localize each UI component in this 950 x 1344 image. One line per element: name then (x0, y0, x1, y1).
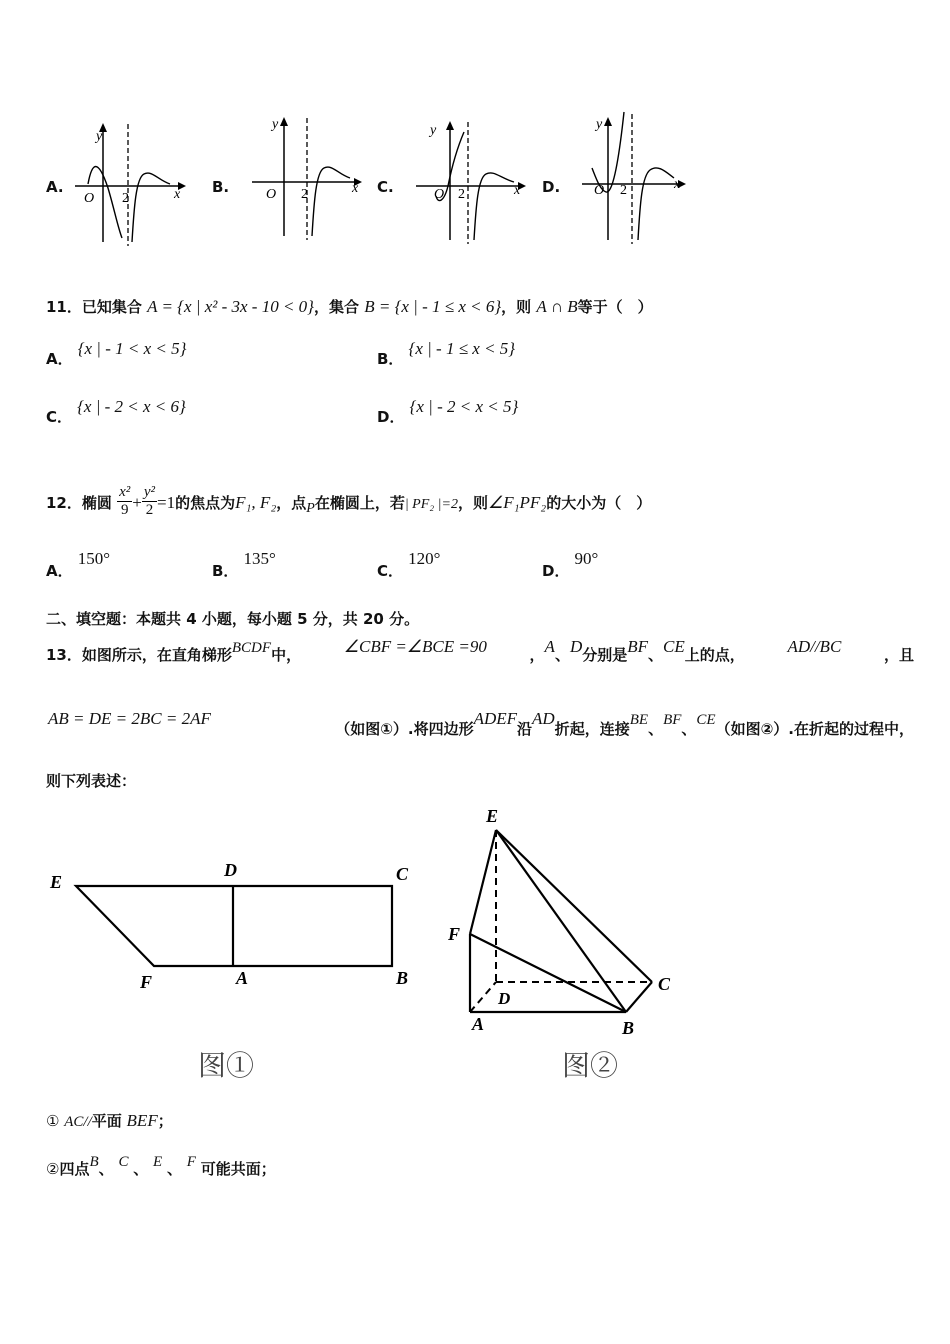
q11-set-a: A = {x | x² - 3x - 10 < 0} (147, 297, 314, 316)
q12-text-2: 的焦点为 (175, 494, 236, 512)
q12-text-4: 在椭圆上，若 (314, 494, 405, 512)
q11-text-3: ，则 (501, 298, 532, 316)
graph-b-y: y (272, 117, 279, 132)
question-11 (46, 296, 653, 317)
statement-1-math-2: BEF (126, 1111, 158, 1130)
q11-text-2: ，集合 (313, 298, 359, 316)
statement-2-sep-1: 、 (98, 1160, 114, 1178)
q12-option-c-value: 120° (408, 549, 441, 568)
q13-m5: BF (627, 637, 649, 656)
q12-foci: F₁, F₂ (235, 493, 277, 512)
graph-option-c (412, 116, 532, 246)
q13-m4: D (569, 637, 583, 656)
graph-d-tick: 2 (620, 183, 627, 198)
q13-t5: 分别是 (582, 646, 628, 664)
statement-1-mark: ① (46, 1112, 60, 1130)
q12-text-5: ，则 (457, 494, 488, 512)
graph-option-b (248, 112, 368, 242)
fig1-label-e: E (50, 872, 63, 892)
q11-option-d-label: D． (377, 408, 405, 426)
fig1-label-a: A (236, 968, 249, 988)
graph-a-origin: O (84, 191, 95, 206)
graph-a-tick: 2 (122, 191, 129, 206)
q11-text-4: 等于（ ） (577, 298, 653, 316)
q13-m12: BF (663, 712, 682, 728)
graph-b-tick: 2 (301, 187, 308, 202)
fig1-label-c: C (396, 864, 409, 884)
graph-a-y: y (96, 129, 103, 144)
statement-1-text: 平面 (91, 1112, 122, 1130)
statement-2-sep-2: 、 (133, 1160, 149, 1178)
q13-statement-2 (46, 1154, 276, 1179)
fig1-label-f: F (140, 972, 153, 990)
figure-1-caption: 图① (198, 1049, 255, 1082)
q13-m7: AD//BC (787, 637, 842, 656)
q11-option-c (46, 397, 186, 427)
q11-text-1: 已知集合 (81, 298, 142, 316)
q12-option-a-label: A． (46, 562, 73, 580)
q12-fraction-1 (117, 484, 132, 519)
graph-option-d (578, 108, 698, 248)
q11-option-a-label: A． (46, 350, 73, 368)
q13-statement-1 (46, 1110, 173, 1131)
q12-option-a-value: 150° (77, 549, 111, 568)
graph-option-b-label: B. (212, 178, 230, 196)
statement-2-e: E (153, 1154, 163, 1170)
q11-number: 11． (46, 298, 82, 316)
q12-option-d (542, 549, 599, 581)
q13-line-2 (48, 709, 914, 739)
statement-2-text: 四点 (59, 1160, 90, 1178)
q12-option-b (212, 549, 276, 581)
q13-t4: 、 (554, 646, 570, 664)
q13-t10: 沿 (517, 720, 533, 738)
q11-option-b-value: {x | - 1 ≤ x < 5} (408, 339, 516, 358)
statement-2-f: F (186, 1154, 196, 1170)
q13-m8: AB = DE = 2BC = 2AF (48, 709, 211, 728)
q13-t12: 、 (648, 720, 664, 738)
q12-option-c (377, 549, 441, 581)
figure-1 (40, 850, 440, 990)
fig2-label-c: C (658, 974, 671, 994)
q13-t6: 、 (648, 646, 664, 664)
q11-option-c-value: {x | - 2 < x < 6} (77, 397, 186, 416)
q12-text-1: 椭圆 (81, 494, 112, 512)
q12-option-b-value: 135° (243, 549, 276, 568)
graph-d-x: x (674, 177, 681, 192)
q13-t1: 如图所示，在直角梯形 (81, 646, 232, 664)
q12-fraction-2 (142, 484, 157, 519)
q12-frac1-num: x² (119, 484, 131, 500)
fig2-label-b: B (622, 1018, 635, 1038)
q11-option-b (377, 339, 516, 369)
q13-m3: A (544, 637, 555, 656)
section-2-heading: 二、填空题：本题共 4 小题，每小题 5 分，共 20 分。 (46, 610, 420, 628)
q13-t7: 上的点， (684, 646, 745, 664)
q12-point: P (306, 501, 315, 516)
q12-frac2-den: 2 (145, 502, 154, 518)
graph-option-a (70, 118, 190, 248)
q12-text-3: ，点 (276, 494, 307, 512)
q13-line-1 (46, 637, 914, 665)
q13-m2: ∠CBF =∠BCE =90 (343, 637, 487, 656)
figure-2 (440, 800, 690, 1040)
graph-c-tick: 2 (458, 187, 465, 202)
q12-cond: | PF₂ |=2 (404, 497, 458, 512)
q11-option-a (46, 339, 187, 369)
q11-option-a-value: {x | - 1 < x < 5} (77, 339, 187, 358)
q12-number: 12． (46, 494, 82, 512)
q11-option-d (377, 397, 519, 427)
fig1-label-d: D (224, 860, 237, 880)
fig2-label-f: F (448, 924, 461, 944)
q13-m13: CE (696, 712, 716, 728)
statement-2-b: B (89, 1154, 99, 1170)
q12-option-d-value: 90° (574, 549, 599, 568)
graph-d-origin: O (594, 183, 605, 198)
q12-option-b-label: B． (212, 562, 239, 580)
q13-t14: （如图②）.在折起的过程中， (715, 720, 914, 738)
graph-c-origin: O (434, 187, 445, 202)
q11-set-b: B = {x | - 1 ≤ x < 6} (364, 297, 502, 316)
graph-a-x: x (174, 187, 181, 202)
q13-m6: CE (663, 637, 685, 656)
q12-angle: ∠F₁PF₂ (487, 493, 547, 512)
q12-option-d-label: D． (542, 562, 570, 580)
graph-c-x: x (514, 183, 521, 198)
q13-number: 13． (46, 646, 82, 664)
q12-frac2-num: y² (143, 484, 156, 500)
q12-text-6: 的大小为（ ） (546, 494, 652, 512)
graph-option-d-label: D. (542, 178, 561, 196)
q11-option-c-label: C． (46, 408, 73, 426)
q13-t9: （如图①）.将四边形 (335, 720, 474, 738)
graph-d-y: y (596, 117, 603, 132)
statement-2-mark: ② (46, 1160, 60, 1178)
q13-t8: ，且 (883, 646, 914, 664)
statement-1-end: ； (157, 1112, 173, 1130)
q13-t3: ， (529, 646, 545, 664)
fig2-label-a: A (472, 1014, 485, 1034)
statement-2-sep-3: 、 (166, 1160, 182, 1178)
graph-c-y: y (430, 123, 437, 138)
q13-m10: AD (532, 709, 555, 728)
q13-t11: 折起，连接 (554, 720, 630, 738)
q11-option-d-value: {x | - 2 < x < 5} (409, 397, 519, 416)
q13-t2: 中， (271, 646, 302, 664)
graph-b-origin: O (266, 187, 277, 202)
statement-1-math: AC// (64, 1114, 92, 1130)
question-12 (46, 486, 651, 521)
statement-2-c: C (118, 1154, 129, 1170)
q12-frac1-den: 9 (120, 502, 129, 518)
q13-m11: BE (629, 712, 649, 728)
q12-rhs: =1 (157, 493, 176, 512)
fig2-label-e: E (486, 806, 499, 826)
q13-m1: BCDF (231, 640, 272, 656)
graph-b-x: x (352, 181, 359, 196)
statement-2-end: 可能共面； (200, 1160, 276, 1178)
graph-option-a-label: A. (46, 178, 64, 196)
figure-2-caption: 图② (562, 1049, 619, 1082)
q12-plus: + (132, 493, 142, 512)
q12-option-a (46, 549, 111, 581)
q11-option-b-label: B． (377, 350, 404, 368)
fig2-label-d: D (498, 989, 511, 1008)
fig1-label-b: B (396, 968, 409, 988)
q13-line-3: 则下列表述： (46, 772, 137, 790)
q13-t13: 、 (681, 720, 697, 738)
graph-option-c-label: C. (377, 178, 394, 196)
q11-expr: A ∩ B (536, 297, 578, 316)
q12-option-c-label: C． (377, 562, 404, 580)
q13-m9: ADEF (473, 709, 518, 728)
